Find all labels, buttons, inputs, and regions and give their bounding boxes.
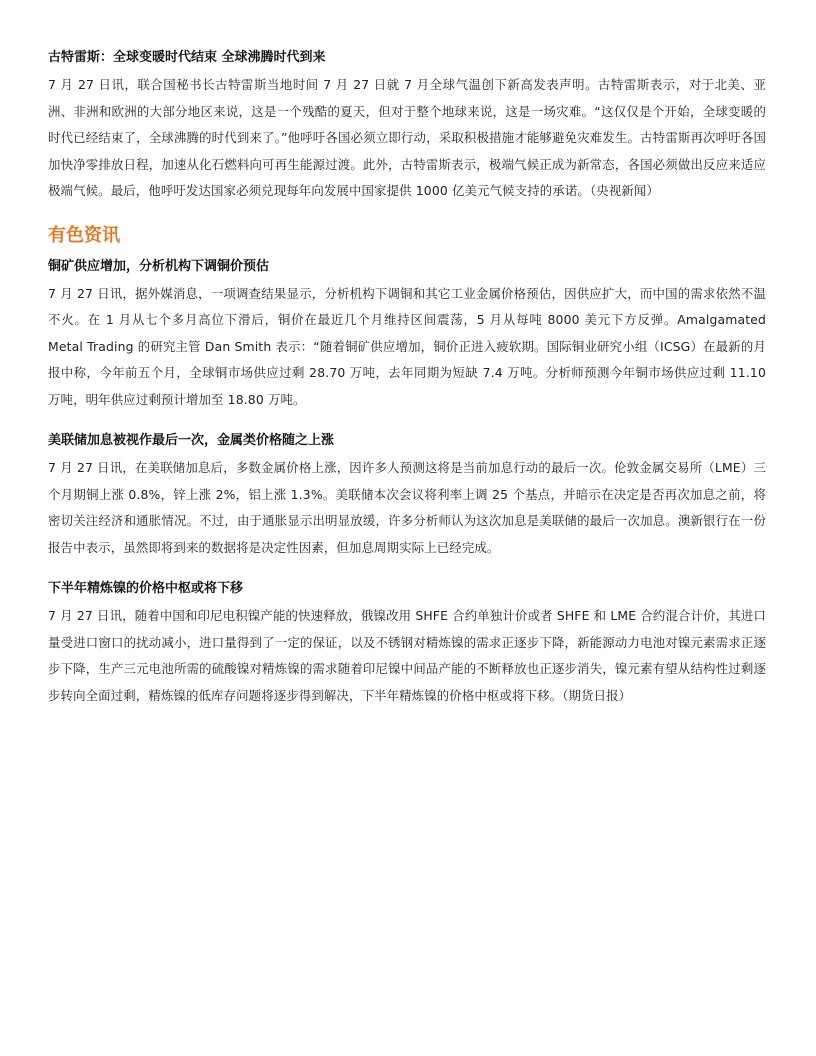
article-body: 7 月 27 日讯，随着中国和印尼电积镍产能的快速释放，俄镍改用 SHFE 合约单独计价或者 SHFE 和 LME 合约混合计价，其进口量受进口窗口的扰动减小，进口量得到了一定的保证，以及不锈钢对精炼镍的需求正逐步下降，新能源动力电池对镍元素需求正逐步下降，生产三元电池所需的硫酸镍对精炼镍的需求随着印尼镍中间品产能的不断释放也正逐步消失，镍元素有望从结构性过剩逐步转向全面过剩，精炼镍的低库存问题将逐步得到解决，下半年精炼镍的价格中枢或将下移。（期货日报）	[48, 608, 766, 703]
article-title: 美联储加息被视作最后一次，金属类价格随之上涨	[48, 433, 335, 448]
article-body: 7 月 27 日讯，在美联储加息后，多数金属价格上涨，因许多人预测这将是当前加息行动的最后一次。伦敦金属交易所（LME）三个月期铜上涨 0.8%，锌上涨 2%，铝上涨 1.3%。美联储本次会议将利率上调 25 个基点，并暗示在决定是否再次加息之前，将密切关注经济和通胀情况。不过，由于通胀显示出明显放缓，许多分析师认为这次加息是美联储的最后一次加息。澳新银行在一份报告中表示，虽然即将到来的数据将是决定性因素，但加息周期实际上已经完成。	[48, 460, 766, 555]
section-title: 有色资讯	[48, 224, 120, 246]
article-fed-metals	[48, 431, 766, 561]
article-copper	[48, 257, 766, 414]
article-nickel	[48, 579, 766, 709]
article-title: 古特雷斯：全球变暖时代结束 全球沸腾时代到来	[48, 50, 326, 65]
article-title: 下半年精炼镍的价格中枢或将下移	[48, 581, 244, 596]
document-page	[48, 48, 766, 709]
article-body: 7 月 27 日讯，联合国秘书长古特雷斯当地时间 7 月 27 日就 7 月全球气温创下新高发表声明。古特雷斯表示，对于北美、亚洲、非洲和欧洲的大部分地区来说，这是一个残酷的夏天，但对于整个地球来说，这是一场灾难。“这仅仅是个开始，全球变暖的时代已经结束了，全球沸腾的时代到来了。”他呼吁各国必须立即行动，采取积极措施才能够避免灾难发生。古特雷斯再次呼吁各国加快净零排放日程，加速从化石燃料向可再生能源过渡。此外，古特雷斯表示，极端气候正成为新常态，各国必须做出反应来适应极端气候。最后，他呼吁发达国家必须兑现每年向发展中国家提供 1000 亿美元气候支持的承诺。（央视新闻）	[48, 77, 766, 198]
article-body: 7 月 27 日讯，据外媒消息，一项调查结果显示，分析机构下调铜和其它工业金属价格预估，因供应扩大，而中国的需求依然不温不火。在 1 月从七个多月高位下滑后，铜价在最近几个月维持区间震荡，5 月从每吨 8000 美元下方反弹。Amalgamated Metal Trading 的研究主管 Dan Smith 表示：“随着铜矿供应增加，铜价正进入疲软期。国际铜业研究小组（ICSG）在最新的月报中称，今年前五个月，全球铜市场供应过剩 28.70 万吨，去年同期为短缺 7.4 万吨。分析师预测今年铜市场供应过剩 11.10 万吨，明年供应过剩预计增加至 18.80 万吨。	[48, 285, 766, 407]
article-title: 铜矿供应增加，分析机构下调铜价预估	[48, 258, 270, 274]
spacer	[48, 561, 766, 579]
article-climate	[48, 48, 766, 205]
spacer	[48, 413, 766, 431]
